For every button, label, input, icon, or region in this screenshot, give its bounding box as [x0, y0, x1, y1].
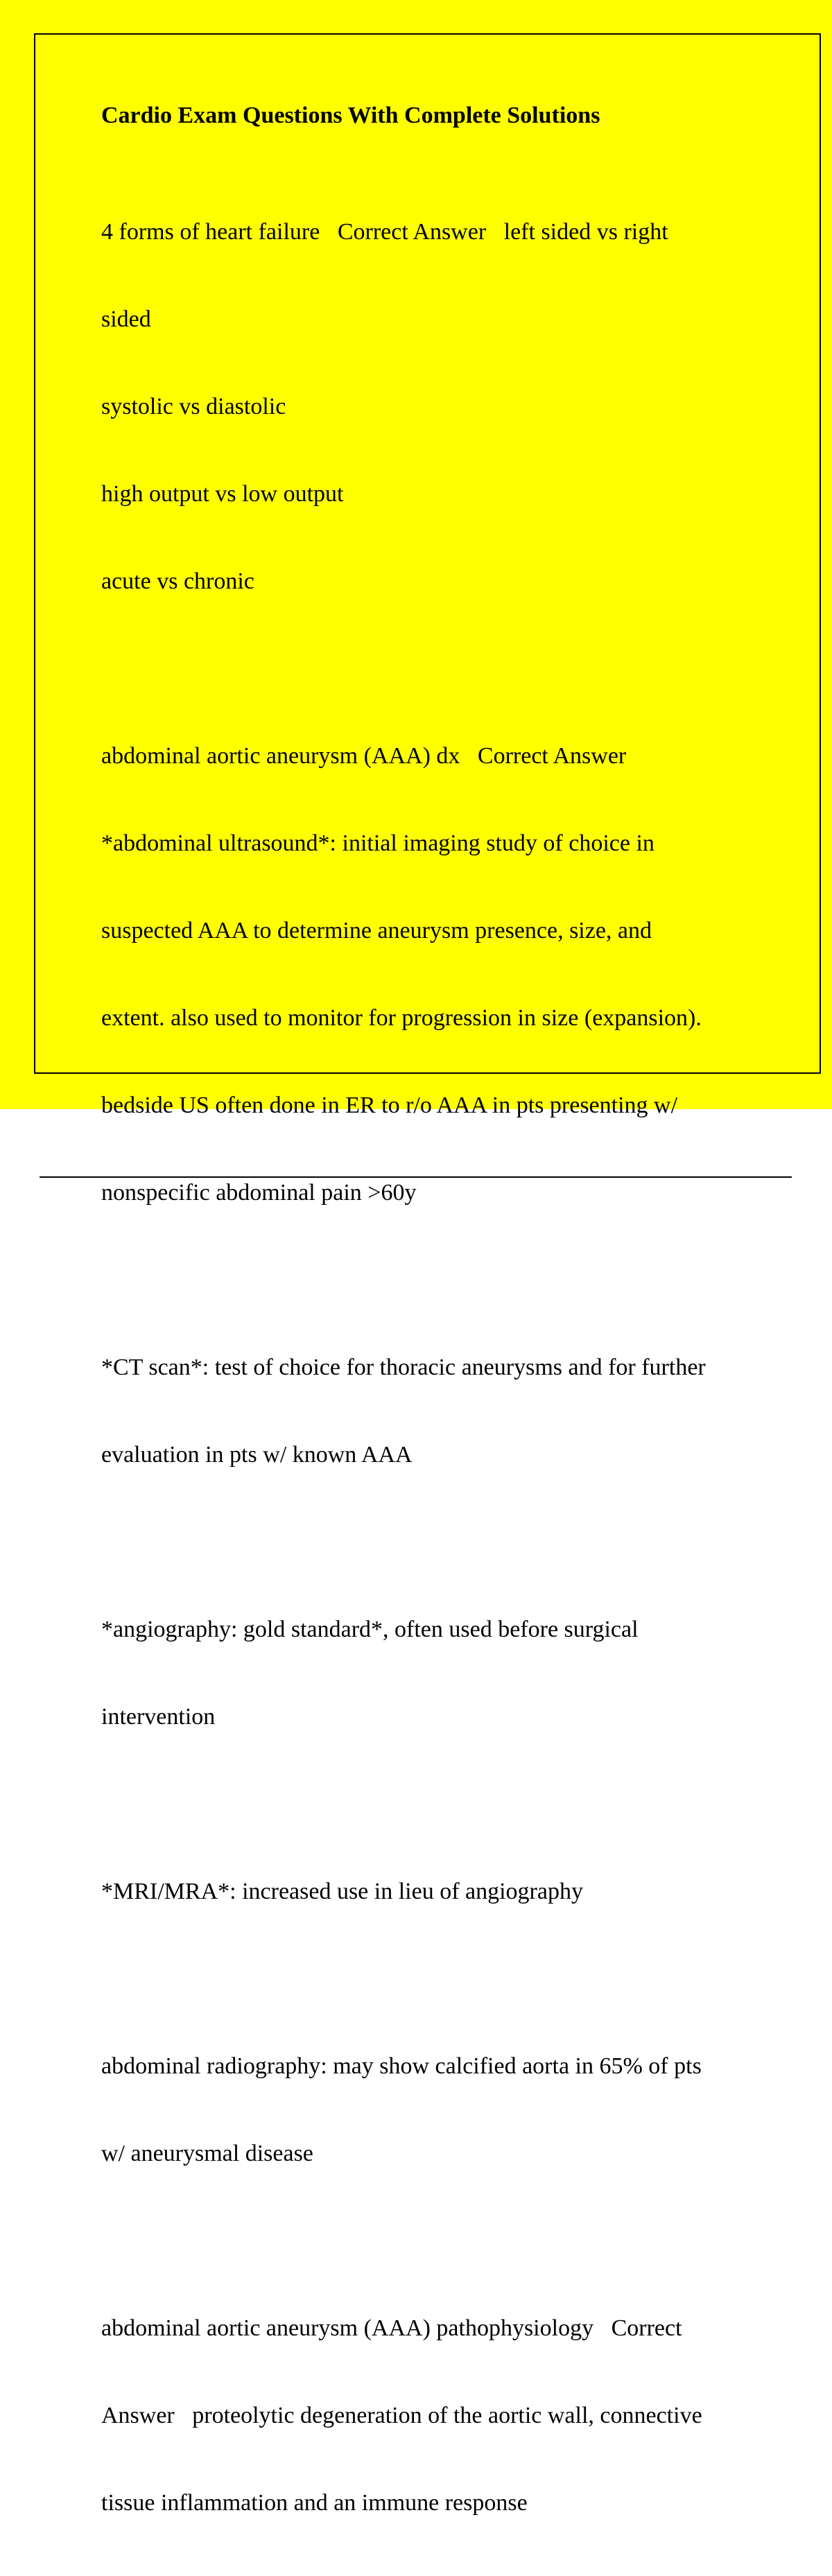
text-line: evaluation in pts w/ known AAA [101, 1442, 413, 1468]
text-line: systolic vs diastolic [101, 394, 286, 419]
text-line: abdominal aortic aneurysm (AAA) dx Correct Answer [101, 743, 627, 769]
paragraph-angiography [101, 1557, 753, 1790]
paragraph-ct-scan [101, 1295, 753, 1528]
text-line: w/ aneurysmal disease [101, 2141, 313, 2166]
text-line: acute vs chronic [101, 568, 254, 594]
text-line: high output vs low output [101, 481, 344, 507]
text-line: *CT scan*: test of choice for thoracic aneurysms and for further [101, 1355, 706, 1380]
text-line: suspected AAA to determine aneurysm presence, size, and [101, 918, 652, 943]
text-line: sided [101, 306, 151, 332]
text-line: extent. also used to monitor for progression in size (expansion). [101, 1005, 702, 1031]
document-content [101, 97, 753, 2576]
text-line: bedside US often done in ER to r/o AAA in pts presenting w/ [101, 1093, 678, 1118]
text-line: abdominal aortic aneurysm (AAA) pathophysiology Correct [101, 2315, 682, 2341]
text-line: *abdominal ultrasound*: initial imaging study of choice in [101, 830, 655, 856]
text-line: 4 forms of heart failure Correct Answer left sided vs right [101, 219, 668, 245]
paragraph-aaa-dx [101, 684, 753, 1266]
text-line: nonspecific abdominal pain >60y [101, 1180, 417, 1206]
paragraph-aaa-pathophysiology [101, 2256, 753, 2576]
paragraph-mri-mra [101, 1819, 753, 1965]
paragraph-heart-failure [101, 159, 753, 654]
document-title: Cardio Exam Questions With Complete Solutions [101, 103, 600, 128]
paragraph-radiography [101, 1994, 753, 2227]
text-line: tissue inflammation and an immune response [101, 2490, 528, 2516]
text-line: intervention [101, 1704, 216, 1730]
text-line: abdominal radiography: may show calcified aorta in 65% of pts [101, 2053, 702, 2079]
text-line: *MRI/MRA*: increased use in lieu of angiography [101, 1879, 583, 1904]
text-line: Answer proteolytic degeneration of the aortic wall, connective [101, 2403, 702, 2428]
text-line: *angiography: gold standard*, often used before surgical [101, 1617, 639, 1642]
bottom-divider [40, 1176, 792, 1178]
